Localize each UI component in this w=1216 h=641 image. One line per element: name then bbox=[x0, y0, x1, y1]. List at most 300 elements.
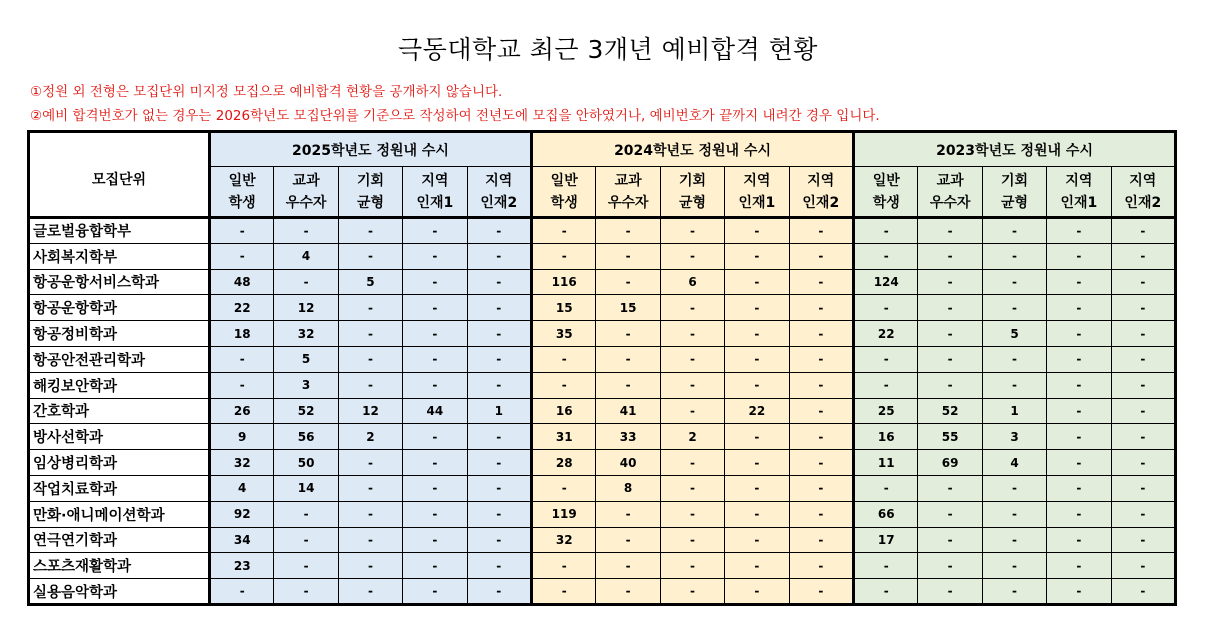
cell-value: - bbox=[403, 450, 467, 476]
cell-value: - bbox=[596, 501, 660, 527]
subheader-1-0 bbox=[532, 167, 596, 218]
cell-value: - bbox=[274, 218, 338, 244]
cell-value: - bbox=[725, 346, 789, 372]
cell-value: - bbox=[725, 269, 789, 295]
cell-value: - bbox=[1047, 553, 1111, 579]
page-title: 극동대학교 최근 3개년 예비합격 현황 bbox=[398, 35, 818, 64]
subheader-line-1: 일반 bbox=[228, 172, 256, 189]
cell-value: 11 bbox=[854, 450, 918, 476]
cell-value: - bbox=[1111, 553, 1175, 579]
cell-value: 2 bbox=[338, 424, 402, 450]
cell-value: - bbox=[660, 243, 724, 269]
table-row bbox=[29, 579, 1176, 605]
cell-value: - bbox=[1047, 398, 1111, 424]
unit-name: 작업치료학과 bbox=[29, 475, 210, 501]
cell-value: - bbox=[982, 295, 1046, 321]
unit-name: 만화·애니메이션학과 bbox=[29, 501, 210, 527]
cell-value: - bbox=[338, 346, 402, 372]
cell-value: 5 bbox=[338, 269, 402, 295]
cell-value: 1 bbox=[467, 398, 531, 424]
subheader-0-2 bbox=[338, 167, 402, 218]
cell-value: 5 bbox=[274, 346, 338, 372]
cell-value: - bbox=[1047, 346, 1111, 372]
cell-value: - bbox=[1047, 243, 1111, 269]
cell-value: 22 bbox=[210, 295, 274, 321]
cell-value: - bbox=[403, 424, 467, 450]
subheader-line-2: 균형 bbox=[678, 194, 707, 211]
cell-value: - bbox=[1111, 527, 1175, 553]
cell-value: - bbox=[467, 372, 531, 398]
cell-value: - bbox=[918, 501, 982, 527]
cell-value: 66 bbox=[854, 501, 918, 527]
cell-value: - bbox=[1047, 218, 1111, 244]
cell-value: - bbox=[1111, 398, 1175, 424]
notice-line-1: ①정원 외 전형은 모집단위 미지정 모집으로 예비합격 현황을 공개하지 않습니다. bbox=[30, 84, 503, 100]
cell-value: - bbox=[532, 579, 596, 605]
unit-name: 임상병리학과 bbox=[29, 450, 210, 476]
subheader-0-4 bbox=[467, 167, 531, 218]
cell-value: 17 bbox=[854, 527, 918, 553]
cell-value: - bbox=[403, 295, 467, 321]
table-row bbox=[29, 398, 1176, 424]
cell-value: - bbox=[1111, 321, 1175, 347]
subheader-line-1: 지역 bbox=[485, 172, 513, 189]
unit-name: 항공정비학과 bbox=[29, 321, 210, 347]
cell-value: - bbox=[274, 269, 338, 295]
cell-value: - bbox=[918, 269, 982, 295]
cell-value: - bbox=[660, 398, 724, 424]
cell-value: 119 bbox=[532, 501, 596, 527]
cell-value: - bbox=[532, 475, 596, 501]
cell-value: - bbox=[274, 579, 338, 605]
cell-value: - bbox=[789, 450, 853, 476]
cell-value: - bbox=[1047, 269, 1111, 295]
cell-value: 12 bbox=[338, 398, 402, 424]
cell-value: - bbox=[660, 450, 724, 476]
cell-value: - bbox=[403, 243, 467, 269]
subheader-line-1: 지역 bbox=[421, 172, 449, 189]
cell-value: - bbox=[789, 372, 853, 398]
cell-value: - bbox=[1047, 579, 1111, 605]
cell-value: - bbox=[789, 295, 853, 321]
cell-value: - bbox=[725, 424, 789, 450]
cell-value: - bbox=[467, 321, 531, 347]
cell-value: - bbox=[725, 579, 789, 605]
cell-value: 18 bbox=[210, 321, 274, 347]
cell-value: - bbox=[1047, 475, 1111, 501]
cell-value: 14 bbox=[274, 475, 338, 501]
cell-value: - bbox=[596, 372, 660, 398]
cell-value: - bbox=[338, 501, 402, 527]
cell-value: 2 bbox=[660, 424, 724, 450]
cell-value: - bbox=[338, 295, 402, 321]
cell-value: - bbox=[338, 243, 402, 269]
cell-value: 12 bbox=[274, 295, 338, 321]
table-row bbox=[29, 218, 1176, 244]
cell-value: 3 bbox=[274, 372, 338, 398]
subheader-2-0 bbox=[854, 167, 918, 218]
cell-value: - bbox=[596, 218, 660, 244]
admission-table bbox=[27, 130, 1177, 606]
cell-value: - bbox=[789, 269, 853, 295]
cell-value: - bbox=[982, 475, 1046, 501]
cell-value: - bbox=[403, 321, 467, 347]
cell-value: - bbox=[789, 424, 853, 450]
cell-value: 41 bbox=[596, 398, 660, 424]
subheader-line-1: 기회 bbox=[1000, 172, 1029, 189]
cell-value: - bbox=[467, 527, 531, 553]
cell-value: - bbox=[338, 321, 402, 347]
cell-value: - bbox=[210, 218, 274, 244]
cell-value: - bbox=[467, 269, 531, 295]
cell-value: - bbox=[338, 553, 402, 579]
cell-value: - bbox=[467, 579, 531, 605]
unit-header: 모집단위 bbox=[29, 132, 210, 218]
cell-value: - bbox=[338, 579, 402, 605]
cell-value: - bbox=[403, 475, 467, 501]
cell-value: - bbox=[403, 579, 467, 605]
cell-value: - bbox=[789, 527, 853, 553]
cell-value: - bbox=[660, 295, 724, 321]
cell-value: - bbox=[854, 579, 918, 605]
cell-value: - bbox=[725, 553, 789, 579]
cell-value: - bbox=[596, 579, 660, 605]
cell-value: - bbox=[1047, 295, 1111, 321]
cell-value: - bbox=[1047, 424, 1111, 450]
cell-value: - bbox=[660, 346, 724, 372]
subheader-0-3 bbox=[403, 167, 467, 218]
table-row bbox=[29, 553, 1176, 579]
cell-value: - bbox=[274, 501, 338, 527]
table-row bbox=[29, 295, 1176, 321]
cell-value: - bbox=[596, 346, 660, 372]
cell-value: - bbox=[274, 553, 338, 579]
cell-value: 56 bbox=[274, 424, 338, 450]
subheader-2-3 bbox=[1047, 167, 1111, 218]
cell-value: - bbox=[1111, 424, 1175, 450]
cell-value: - bbox=[1111, 243, 1175, 269]
cell-value: - bbox=[532, 243, 596, 269]
cell-value: - bbox=[1047, 372, 1111, 398]
cell-value: - bbox=[854, 372, 918, 398]
cell-value: - bbox=[660, 475, 724, 501]
cell-value: 9 bbox=[210, 424, 274, 450]
cell-value: - bbox=[918, 243, 982, 269]
cell-value: - bbox=[982, 243, 1046, 269]
cell-value: - bbox=[854, 218, 918, 244]
cell-value: - bbox=[1111, 218, 1175, 244]
subheader-line-1: 지역 bbox=[807, 172, 835, 189]
cell-value: 116 bbox=[532, 269, 596, 295]
cell-value: - bbox=[789, 321, 853, 347]
unit-name: 간호학과 bbox=[29, 398, 210, 424]
cell-value: 55 bbox=[918, 424, 982, 450]
cell-value: 16 bbox=[854, 424, 918, 450]
cell-value: 4 bbox=[274, 243, 338, 269]
cell-value: 4 bbox=[210, 475, 274, 501]
cell-value: - bbox=[725, 527, 789, 553]
cell-value: - bbox=[660, 553, 724, 579]
subheader-line-2: 우수자 bbox=[929, 194, 971, 211]
cell-value: - bbox=[1047, 321, 1111, 347]
cell-value: 69 bbox=[918, 450, 982, 476]
cell-value: - bbox=[982, 579, 1046, 605]
subheader-line-1: 지역 bbox=[1129, 172, 1157, 189]
cell-value: - bbox=[660, 218, 724, 244]
cell-value: 25 bbox=[854, 398, 918, 424]
cell-value: - bbox=[1111, 501, 1175, 527]
subheader-1-4 bbox=[789, 167, 853, 218]
cell-value: - bbox=[982, 269, 1046, 295]
cell-value: - bbox=[918, 346, 982, 372]
cell-value: - bbox=[1111, 372, 1175, 398]
cell-value: - bbox=[467, 553, 531, 579]
cell-value: - bbox=[467, 424, 531, 450]
cell-value: - bbox=[725, 450, 789, 476]
cell-value: 52 bbox=[274, 398, 338, 424]
cell-value: - bbox=[854, 475, 918, 501]
cell-value: - bbox=[403, 346, 467, 372]
cell-value: - bbox=[918, 579, 982, 605]
cell-value: - bbox=[596, 269, 660, 295]
subheader-line-1: 기회 bbox=[356, 172, 384, 189]
cell-value: - bbox=[1111, 346, 1175, 372]
cell-value: - bbox=[274, 527, 338, 553]
unit-name: 글로벌융합학부 bbox=[29, 218, 210, 244]
subheader-line-1: 교과 bbox=[936, 172, 964, 189]
cell-value: - bbox=[467, 243, 531, 269]
cell-value: - bbox=[467, 475, 531, 501]
subheader-2-4 bbox=[1111, 167, 1175, 218]
subheader-0-0 bbox=[210, 167, 274, 218]
cell-value: 16 bbox=[532, 398, 596, 424]
cell-value: - bbox=[403, 501, 467, 527]
cell-value: - bbox=[1047, 450, 1111, 476]
cell-value: - bbox=[789, 553, 853, 579]
cell-value: - bbox=[918, 475, 982, 501]
cell-value: - bbox=[789, 398, 853, 424]
unit-name: 스포츠재활학과 bbox=[29, 553, 210, 579]
table-row bbox=[29, 501, 1176, 527]
cell-value: - bbox=[854, 243, 918, 269]
cell-value: - bbox=[403, 269, 467, 295]
cell-value: 28 bbox=[532, 450, 596, 476]
cell-value: - bbox=[1111, 475, 1175, 501]
cell-value: - bbox=[725, 321, 789, 347]
cell-value: - bbox=[982, 527, 1046, 553]
cell-value: 15 bbox=[596, 295, 660, 321]
subheader-line-1: 지역 bbox=[743, 172, 771, 189]
cell-value: - bbox=[725, 501, 789, 527]
cell-value: - bbox=[596, 243, 660, 269]
table-row bbox=[29, 269, 1176, 295]
cell-value: - bbox=[789, 243, 853, 269]
table-row bbox=[29, 346, 1176, 372]
cell-value: 6 bbox=[660, 269, 724, 295]
cell-value: - bbox=[596, 321, 660, 347]
cell-value: - bbox=[725, 475, 789, 501]
subheader-0-1 bbox=[274, 167, 338, 218]
cell-value: - bbox=[210, 243, 274, 269]
cell-value: - bbox=[789, 501, 853, 527]
subheader-line-2: 균형 bbox=[1000, 194, 1029, 211]
subheader-line-1: 일반 bbox=[872, 172, 900, 189]
cell-value: - bbox=[532, 218, 596, 244]
cell-value: - bbox=[982, 553, 1046, 579]
cell-value: - bbox=[467, 450, 531, 476]
cell-value: - bbox=[338, 218, 402, 244]
subheader-line-1: 교과 bbox=[614, 172, 642, 189]
cell-value: - bbox=[403, 527, 467, 553]
cell-value: - bbox=[918, 527, 982, 553]
subheader-2-2 bbox=[982, 167, 1046, 218]
cell-value: - bbox=[210, 372, 274, 398]
cell-value: - bbox=[982, 218, 1046, 244]
cell-value: 124 bbox=[854, 269, 918, 295]
cell-value: 92 bbox=[210, 501, 274, 527]
cell-value: 1 bbox=[982, 398, 1046, 424]
cell-value: - bbox=[660, 579, 724, 605]
cell-value: - bbox=[789, 218, 853, 244]
unit-name: 항공안전관리학과 bbox=[29, 346, 210, 372]
subheader-1-2 bbox=[660, 167, 724, 218]
subheader-line-2: 학생 bbox=[872, 194, 900, 211]
cell-value: - bbox=[854, 553, 918, 579]
cell-value: 50 bbox=[274, 450, 338, 476]
cell-value: - bbox=[918, 553, 982, 579]
cell-value: - bbox=[789, 346, 853, 372]
cell-value: - bbox=[338, 527, 402, 553]
table-row bbox=[29, 243, 1176, 269]
unit-name: 연극연기학과 bbox=[29, 527, 210, 553]
cell-value: - bbox=[789, 475, 853, 501]
cell-value: 31 bbox=[532, 424, 596, 450]
cell-value: - bbox=[725, 243, 789, 269]
subheader-1-3 bbox=[725, 167, 789, 218]
cell-value: - bbox=[1111, 269, 1175, 295]
cell-value: - bbox=[467, 346, 531, 372]
cell-value: - bbox=[918, 295, 982, 321]
subheader-line-2: 균형 bbox=[356, 194, 384, 211]
cell-value: - bbox=[725, 295, 789, 321]
notice-line-2: ②예비 합격번호가 없는 경우는 2026학년도 모집단위를 기준으로 작성하여 전년도에 모집을 안하였거나, 예비번호가 끝까지 내려간 경우 입니다. bbox=[30, 108, 880, 124]
cell-value: - bbox=[1047, 501, 1111, 527]
cell-value: - bbox=[1111, 450, 1175, 476]
cell-value: - bbox=[1111, 579, 1175, 605]
cell-value: - bbox=[725, 372, 789, 398]
cell-value: - bbox=[467, 501, 531, 527]
unit-name: 사회복지학부 bbox=[29, 243, 210, 269]
cell-value: - bbox=[1111, 295, 1175, 321]
cell-value: - bbox=[403, 553, 467, 579]
cell-value: - bbox=[725, 218, 789, 244]
cell-value: 26 bbox=[210, 398, 274, 424]
cell-value: - bbox=[918, 321, 982, 347]
subheader-line-1: 지역 bbox=[1065, 172, 1093, 189]
table-row bbox=[29, 321, 1176, 347]
cell-value: 40 bbox=[596, 450, 660, 476]
cell-value: - bbox=[338, 450, 402, 476]
unit-name: 실용음악학과 bbox=[29, 579, 210, 605]
cell-value: 15 bbox=[532, 295, 596, 321]
cell-value: 35 bbox=[532, 321, 596, 347]
cell-value: 22 bbox=[854, 321, 918, 347]
cell-value: - bbox=[532, 553, 596, 579]
subheader-line-1: 교과 bbox=[292, 172, 320, 189]
cell-value: 32 bbox=[274, 321, 338, 347]
subheader-line-1: 일반 bbox=[550, 172, 578, 189]
cell-value: - bbox=[660, 501, 724, 527]
cell-value: - bbox=[403, 218, 467, 244]
cell-value: 34 bbox=[210, 527, 274, 553]
cell-value: 23 bbox=[210, 553, 274, 579]
cell-value: 32 bbox=[532, 527, 596, 553]
cell-value: - bbox=[789, 579, 853, 605]
table-row bbox=[29, 424, 1176, 450]
unit-name: 항공운항학과 bbox=[29, 295, 210, 321]
subheader-line-2: 인재1 bbox=[416, 194, 454, 211]
cell-value: 8 bbox=[596, 475, 660, 501]
unit-name: 항공운항서비스학과 bbox=[29, 269, 210, 295]
subheader-line-2: 인재2 bbox=[1124, 194, 1162, 211]
cell-value: 33 bbox=[596, 424, 660, 450]
subheader-line-2: 학생 bbox=[550, 194, 578, 211]
cell-value: 4 bbox=[982, 450, 1046, 476]
subheader-2-1 bbox=[918, 167, 982, 218]
table-row bbox=[29, 450, 1176, 476]
subheader-line-2: 우수자 bbox=[607, 194, 649, 211]
cell-value: 5 bbox=[982, 321, 1046, 347]
cell-value: - bbox=[467, 218, 531, 244]
group-header-1: 2024학년도 정원내 수시 bbox=[532, 132, 854, 167]
cell-value: - bbox=[982, 346, 1046, 372]
cell-value: 44 bbox=[403, 398, 467, 424]
unit-name: 해킹보안학과 bbox=[29, 372, 210, 398]
subheader-line-1: 기회 bbox=[678, 172, 707, 189]
cell-value: - bbox=[210, 579, 274, 605]
table-row bbox=[29, 372, 1176, 398]
cell-value: 32 bbox=[210, 450, 274, 476]
cell-value: - bbox=[854, 346, 918, 372]
cell-value: - bbox=[596, 527, 660, 553]
cell-value: - bbox=[210, 346, 274, 372]
cell-value: - bbox=[532, 372, 596, 398]
subheader-line-2: 인재1 bbox=[738, 194, 776, 211]
cell-value: - bbox=[660, 527, 724, 553]
cell-value: 3 bbox=[982, 424, 1046, 450]
table-row bbox=[29, 475, 1176, 501]
cell-value: - bbox=[532, 346, 596, 372]
cell-value: 48 bbox=[210, 269, 274, 295]
cell-value: - bbox=[467, 295, 531, 321]
subheader-line-2: 학생 bbox=[228, 194, 256, 211]
subheader-1-1 bbox=[596, 167, 660, 218]
cell-value: - bbox=[596, 553, 660, 579]
subheader-line-2: 인재2 bbox=[802, 194, 840, 211]
cell-value: - bbox=[982, 372, 1046, 398]
cell-value: - bbox=[854, 295, 918, 321]
table-row bbox=[29, 527, 1176, 553]
subheader-line-2: 우수자 bbox=[285, 194, 327, 211]
subheader-line-2: 인재2 bbox=[480, 194, 518, 211]
group-header-0: 2025학년도 정원내 수시 bbox=[210, 132, 532, 167]
cell-value: - bbox=[338, 475, 402, 501]
unit-name: 방사선학과 bbox=[29, 424, 210, 450]
cell-value: - bbox=[918, 218, 982, 244]
group-header-2: 2023학년도 정원내 수시 bbox=[854, 132, 1176, 167]
cell-value: - bbox=[403, 372, 467, 398]
cell-value: - bbox=[982, 501, 1046, 527]
